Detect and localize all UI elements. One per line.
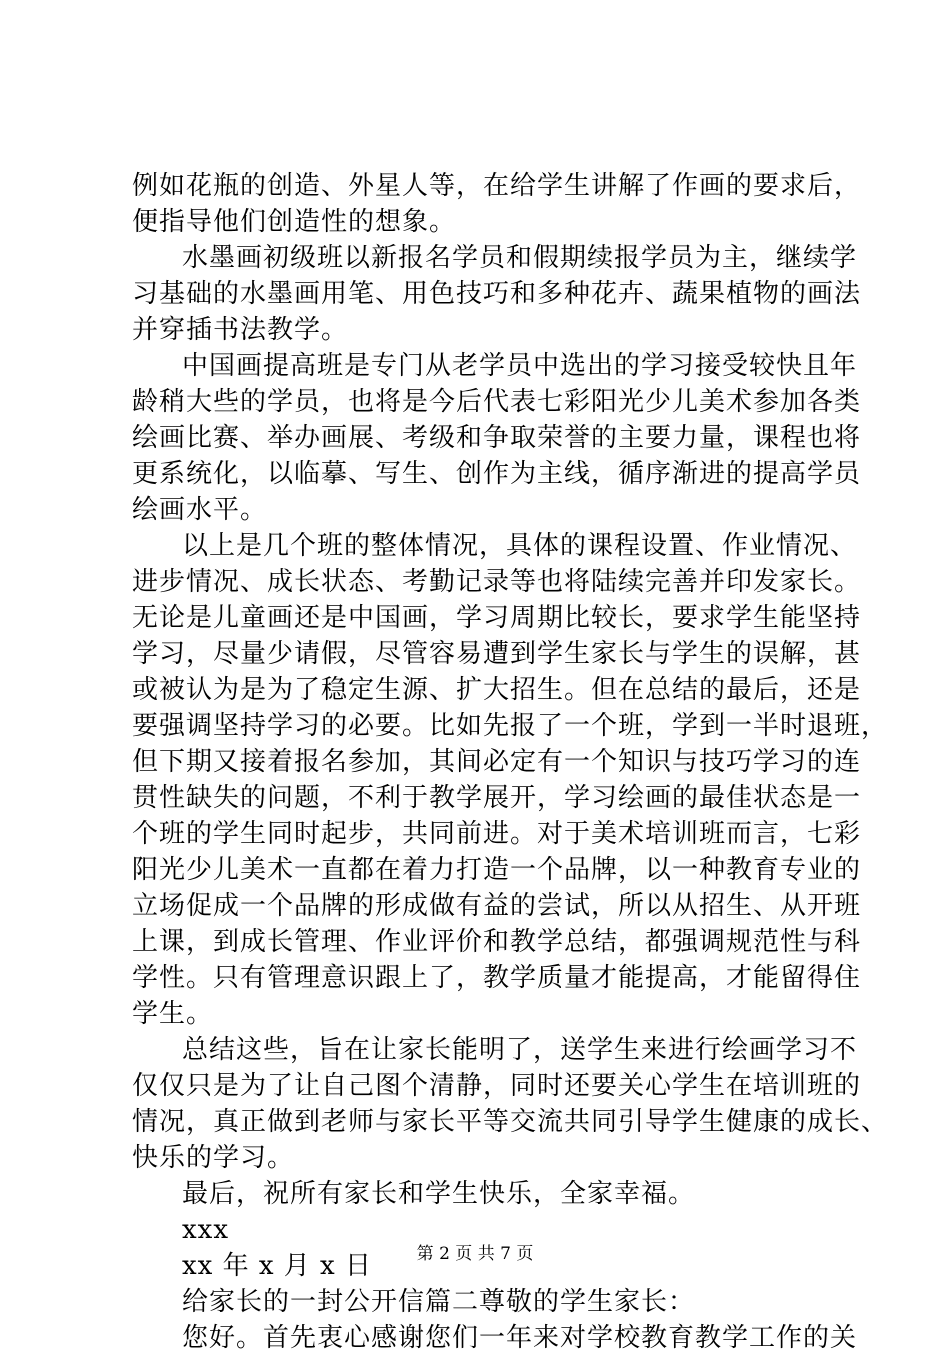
document-body — [132, 168, 889, 1356]
text-line: 并穿插书法教学。 — [132, 315, 349, 345]
text-line: 无论是儿童画还是中国画，学习周期比较长，要求学生能坚持 — [132, 603, 862, 633]
paragraph-start-line: 中国画提高班是专门从老学员中选出的学习接受较快且年 — [182, 351, 858, 381]
paragraph-start-line: 总结这些，旨在让家长能明了，送学生来进行绘画学习不 — [182, 1035, 858, 1065]
text-line: 或被认为是为了稳定生源、扩大招生。但在总结的最后，还是 — [132, 675, 862, 705]
text-line: 个班的学生同时起步，共同前进。对于美术培训班而言，七彩 — [132, 819, 862, 849]
text-line: 学性。只有管理意识跟上了，教学质量才能提高，才能留得住 — [132, 963, 862, 993]
text-line: 绘画比赛、举办画展、考级和争取荣誉的主要力量，课程也将 — [132, 423, 862, 453]
text-line: 立场促成一个品牌的形成做有益的尝试，所以从招生、从开班 — [132, 891, 862, 921]
text-line: 情况，真正做到老师与家长平等交流共同引导学生健康的成长、 — [132, 1107, 889, 1137]
text-line: 要强调坚持学习的必要。比如先报了一个班，学到一半时退班， — [132, 711, 889, 741]
text-line: 进步情况、成长状态、考勤记录等也将陆续完善并印发家长。 — [132, 567, 862, 597]
page-number-footer: 第 2 页 共 7 页 — [416, 1244, 534, 1264]
text-line: 上课，到成长管理、作业评价和教学总结，都强调规范性与科 — [132, 927, 862, 957]
text-line: 学习，尽量少请假，尽管容易遭到学生家长与学生的误解，甚 — [132, 639, 862, 669]
closing-wish-line: 最后，祝所有家长和学生快乐，全家幸福。 — [182, 1179, 696, 1209]
date-line: xx 年 x 月 x 日 — [182, 1251, 372, 1281]
signature-line: xxx — [182, 1215, 229, 1245]
text-line: 但下期又接着报名参加，其间必定有一个知识与技巧学习的连 — [132, 747, 862, 777]
text-line: 贯性缺失的问题，不利于教学展开，学习绘画的最佳状态是一 — [132, 783, 862, 813]
text-line: 习基础的水墨画用笔、用色技巧和多种花卉、蔬果植物的画法 — [132, 279, 862, 309]
greeting-line: 您好。首先衷心感谢您们一年来对学校教育教学工作的关 — [182, 1323, 858, 1353]
text-line: 更系统化，以临摹、写生、创作为主线，循序渐进的提高学员 — [132, 459, 862, 489]
text-line: 龄稍大些的学员，也将是今后代表七彩阳光少儿美术参加各类 — [132, 387, 862, 417]
paragraph-start-line: 水墨画初级班以新报名学员和假期续报学员为主，继续学 — [182, 243, 858, 273]
text-line: 阳光少儿美术一直都在着力打造一个品牌，以一种教育专业的 — [132, 855, 862, 885]
text-line: 学生。 — [132, 999, 214, 1029]
letter-heading-line: 给家长的一封公开信篇二尊敬的学生家长： — [182, 1287, 696, 1317]
text-line: 便指导他们创造性的想象。 — [132, 207, 457, 237]
text-line: 快乐的学习。 — [132, 1143, 295, 1173]
text-line: 仅仅只是为了让自己图个清静，同时还要关心学生在培训班的 — [132, 1071, 862, 1101]
text-line: 绘画水平。 — [132, 495, 268, 525]
text-line: 例如花瓶的创造、外星人等，在给学生讲解了作画的要求后， — [132, 171, 862, 201]
paragraph-start-line: 以上是几个班的整体情况，具体的课程设置、作业情况、 — [182, 531, 858, 561]
